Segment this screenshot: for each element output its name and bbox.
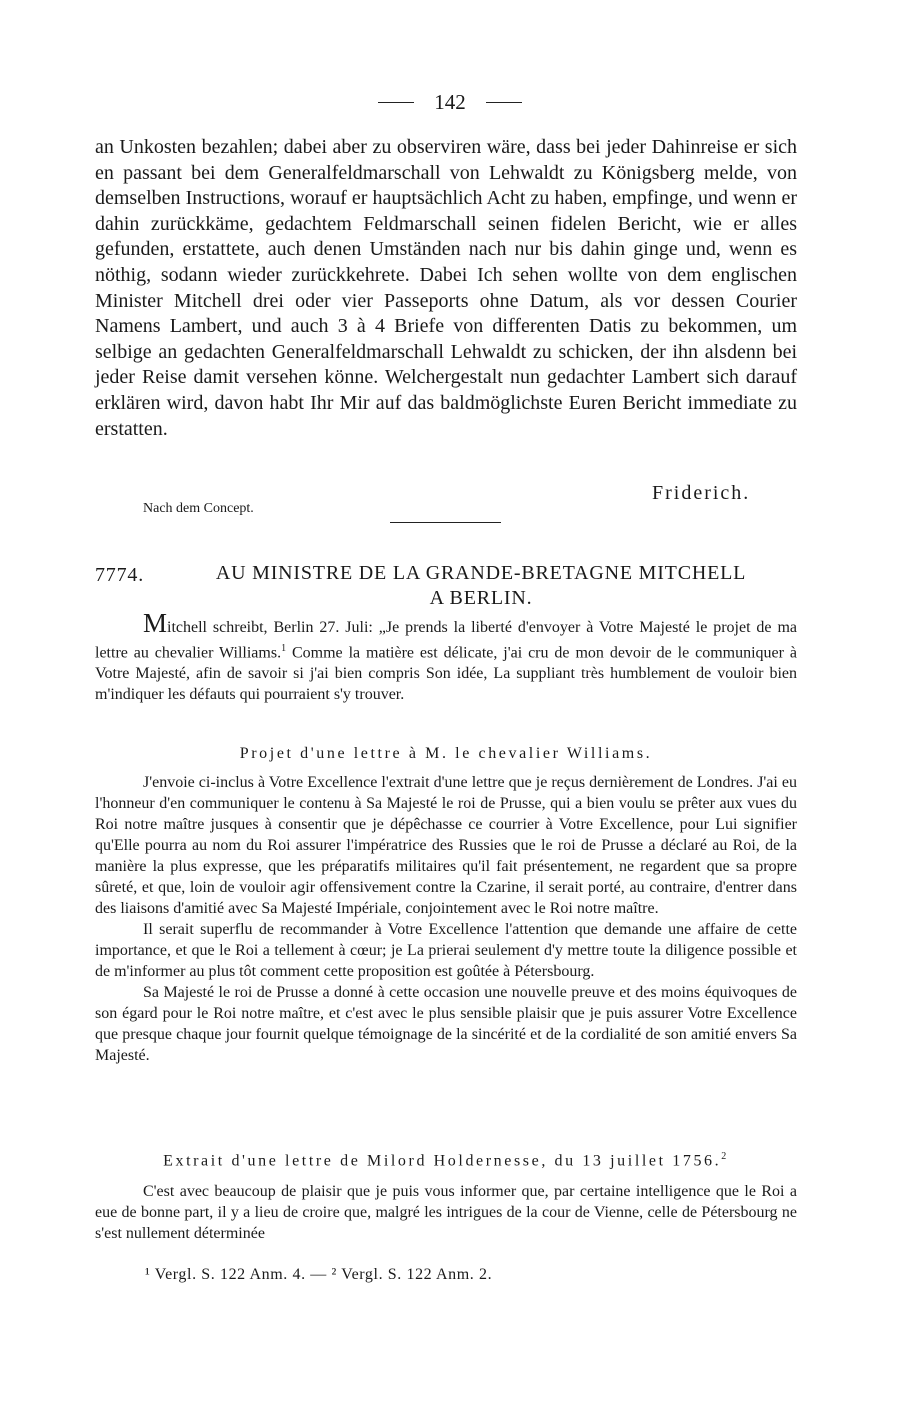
extrait-heading-text: Extrait d'une lettre de Milord Holdernesse, du 13 juillet 1756. — [163, 1152, 722, 1170]
projet-paragraph-2: Il serait superflu de recommander à Votre Excellence l'attention que demande une affaire de cette importance, et que le Roi a tellement à cœur; je La prierai seulement d'y mettre toute la diligence possible et de m'informer au plus tôt comment cette proposition est goûtée à Pétersbourg. — [95, 921, 797, 980]
letter-paragraph: an Unkosten bezahlen; dabei aber zu observiren wäre, dass bei jeder Dahinreise er sich en passant bei dem Generalfeldmarschall von Lehwaldt zu Königsberg melde, von demselben Instructions, worauf er hauptsächlich Acht zu haben, empfinge, und wenn er dahin zurückkäme, gedachtem Feldmarschall seinen fidelen Bericht, wie er alles gefunden, erstattete, auch denen Umständen nach nur bis dahin ginge und, wenn es nöthig, sodann wieder zurückkehrete. Dabei Ich sehen wollte von dem englischen Minister Mitchell drei oder vier Passeports ohne Datum, als vor dessen Courier Namens Lambert, und auch 3 à 4 Briefe von differenten Datis zu bekommen, um selbige an gedachten Generalfeldmarschall Lehwaldt zu schicken, der ihn alsdenn bei jeder Reise damit versehen könne. Welchergestalt nun gedachter Lambert sich darauf erklären wird, davon habt Ihr Mir auf das baldmöglichste Euren Bericht immediate zu erstatten. — [95, 136, 797, 440]
document-heading — [95, 561, 797, 611]
projet-heading: Projet d'une lettre à M. le chevalier Williams. — [239, 745, 653, 762]
document-title-line2: A BERLIN. — [429, 587, 533, 609]
previous-letter-conclusion — [95, 135, 797, 442]
document-title — [95, 561, 797, 611]
document-title-line1: AU MINISTRE DE LA GRANDE-BRETAGNE MITCHELL — [215, 562, 747, 584]
extrait-heading — [95, 1151, 797, 1170]
intro-text-a: itchell schreibt, Berlin 27. Juli: „Je prends la liberté d'envoyer à Votre Majesté le projet de ma lettre au chevalier Williams. — [95, 619, 797, 662]
page-number: 142 — [434, 90, 466, 114]
header-rule-right — [486, 102, 522, 103]
intro-paragraph — [95, 608, 797, 705]
projet-paragraph-3: Sa Majesté le roi de Prusse a donné à cette occasion une nouvelle preuve et des moins équivoques de son égard pour le Roi notre maître, et c'est avec le plus sensible plaisir que je puis assurer Votre Excellence que presque chaque jour fournit quelque témoignage de la sincérité et de la cordialité de son amitié envers Sa Majesté. — [95, 984, 797, 1064]
projet-paragraph-1: J'envoie ci-inclus à Votre Excellence l'extrait d'une lettre que je reçus dernièrement de Londres. J'ai eu l'honneur d'en communiquer le contenu à Sa Majesté le roi de Prusse, qui a bien voulu se prêter aux vues du Roi notre maître jusques à consentir que je dépêchasse ce courrier à Votre Excellence, pour Lui signifier qu'Elle pourra au nom du Roi assurer l'impératrice des Russies que le roi de Prusse a déclaré au Roi, de la manière la plus expresse, que les préparatifs militaires qu'il fait présentement, ne regardent que sa propre sûreté, et que, loin de vouloir agir offensivement contre la Czarine, il serait porté, au contraire, d'entrer dans des liaisons d'amitié avec Sa Majesté Impériale, conjointement avec le Roi notre maître. — [95, 774, 797, 917]
footnote-ref-2: 2 — [721, 1151, 729, 1162]
intro-text-b: Comme la matière est délicate, j'ai cru de mon devoir de le communiquer à Votre Majesté, afin de savoir si j'ai bien compris Son idée, La suppliant très humblement de vouloir bien m'indiquer les défauts qui pourraient s'y trouver. — [95, 644, 797, 704]
extrait-text-block — [95, 1181, 797, 1244]
extrait-paragraph: C'est avec beaucoup de plaisir que je puis vous informer que, par certaine intelligence que le Roi a eue de bonne part, il y a lieu de croire que, malgré les intrigues de la cour de Vienne, celle de Pétersbourg ne s'est nullement déterminée — [95, 1183, 797, 1242]
source-note: Nach dem Concept. — [143, 501, 254, 516]
running-head — [0, 90, 900, 115]
document-number: 7774. — [95, 564, 144, 586]
signature: Friderich. — [652, 482, 751, 504]
section-separator — [390, 522, 501, 523]
header-rule-left — [378, 102, 414, 103]
projet-letter — [95, 772, 797, 1066]
footnote-ref-1: 1 — [281, 643, 287, 654]
drop-cap: M — [143, 608, 168, 638]
footnotes: ¹ Vergl. S. 122 Anm. 4. — ² Vergl. S. 122 Anm. 2. — [145, 1266, 493, 1283]
